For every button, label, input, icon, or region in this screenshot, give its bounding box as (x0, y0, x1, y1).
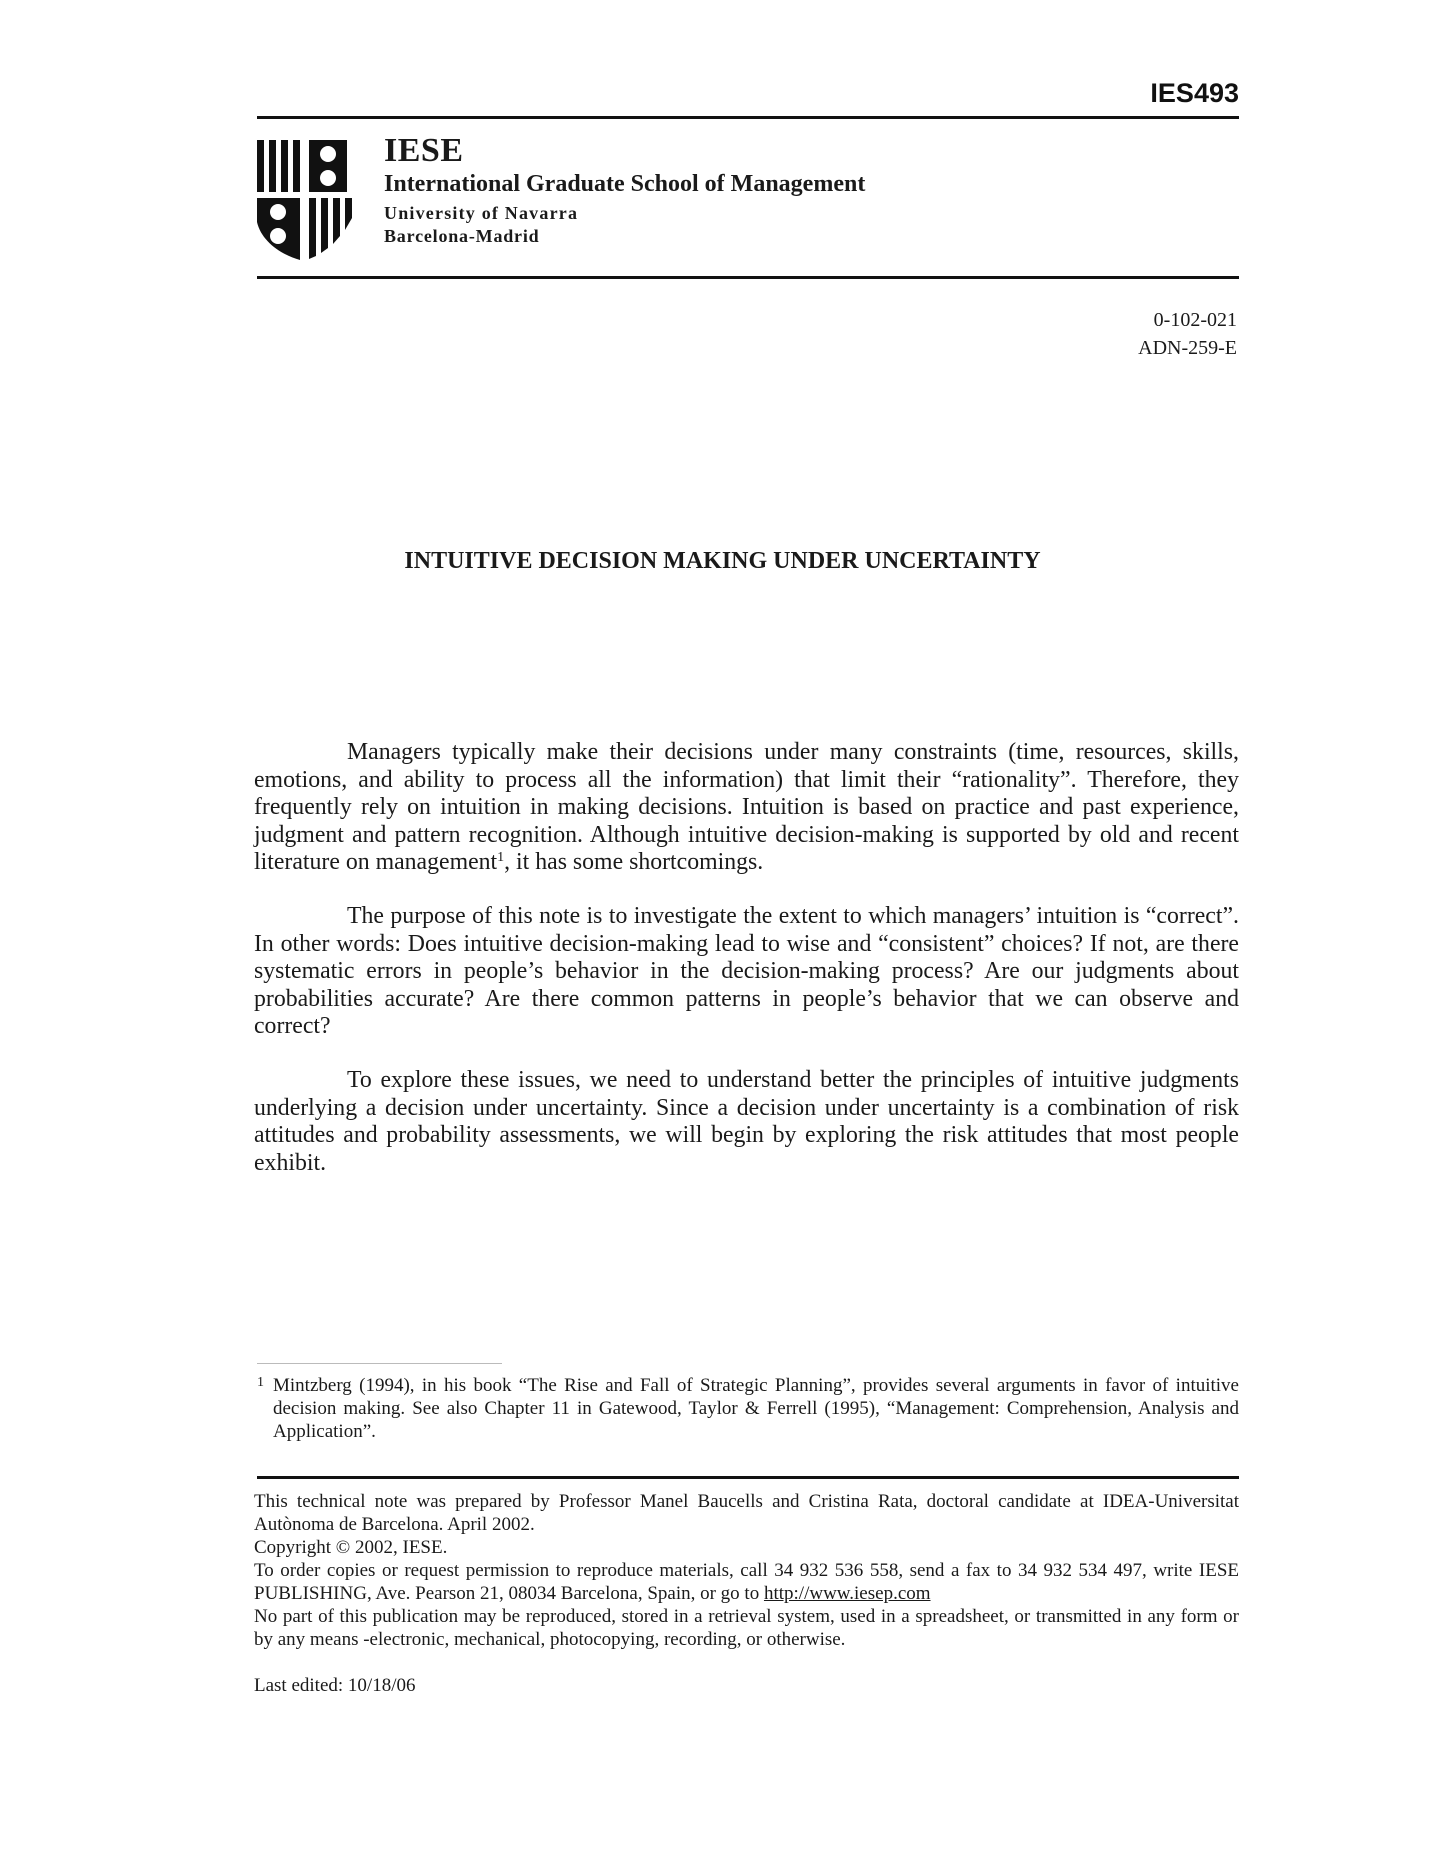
header-top-rule (257, 116, 1239, 119)
iese-shield-logo-icon (257, 138, 357, 260)
body-paragraph-1 (254, 739, 1239, 877)
last-edited: Last edited: 10/18/06 (254, 1675, 416, 1696)
footnote (257, 1374, 1239, 1443)
credits-rights: No part of this publication may be reproduced, stored in a retrieval system, used in a spreadsheet, or transmitted in any form or by any means -electronic, mechanical, photocopying, recording, or otherwise. (254, 1606, 1239, 1650)
credits-order-text: To order copies or request permission to reproduce materials, call 34 932 536 558, send a fax to 34 932 534 497, write IESE PUBLISHING, Ave. Pearson 21, 08034 Barcelona, Spain, or go to (254, 1560, 1239, 1604)
document-code: IES493 (1150, 78, 1239, 108)
reference-codes (1138, 306, 1237, 362)
document-title: INTUITIVE DECISION MAKING UNDER UNCERTAINTY (404, 548, 1041, 574)
credits-block (254, 1490, 1239, 1651)
reference-number: 0-102-021 (1153, 309, 1237, 331)
paragraph-1-text: Managers typically make their decisions under many constraints (time, resources, skills, emotions, and ability to process all the information) that limit their “rationality”. Therefore, they frequently rely on intuition in making decisions. Intuition is based on practice and past experience, judgment and pattern recognition. Although intuitive decision-making is supported by old and recent literature on management (254, 739, 1239, 876)
footnote-text: Mintzberg (1994), in his book “The Rise and Fall of Strategic Planning”, provides several arguments in favor of intuitive decision making. See also Chapter 11 in Gatewood, Taylor & Ferrell (1995), “Management: Comprehension, Analysis and Application”. (273, 1375, 1239, 1442)
header-bottom-rule (257, 276, 1239, 279)
credits-prepared: This technical note was prepared by Professor Manel Baucells and Cristina Rata, doctoral candidate at IDEA-Universitat Autònoma de Barcelona. April 2002. (254, 1491, 1239, 1535)
credits-rule (257, 1476, 1239, 1479)
institution-university: University of Navarra (384, 203, 579, 223)
credits-copyright: Copyright © 2002, IESE. (254, 1537, 448, 1558)
footnote-reference-1: 1 (497, 850, 505, 866)
body-paragraph-2: The purpose of this note is to investigate the extent to which managers’ intuition is “correct”. In other words: Does intuitive decision-making lead to wise and “consistent” choices? If not, are there systematic errors in people’s behavior in the decision-making process? Are our judgments about probabilities accurate? Are there common patterns in people’s behavior that we can observe and correct? (254, 903, 1239, 1040)
reference-code: ADN-259-E (1138, 337, 1237, 359)
institution-full-name: International Graduate School of Management (384, 171, 866, 197)
institution-city: Barcelona-Madrid (384, 226, 540, 246)
paragraph-1-text-end: , it has some shortcomings. (504, 849, 764, 876)
credits-order (254, 1559, 1239, 1605)
footnote-mark: 1 (257, 1375, 264, 1390)
institution-name: IESE (384, 132, 464, 169)
footnote-separator (257, 1363, 502, 1364)
iesep-link[interactable]: http://www.iesep.com (763, 1583, 931, 1604)
body-paragraph-3: To explore these issues, we need to understand better the principles of intuitive judgments underlying a decision under uncertainty. Since a decision under uncertainty is a combination of risk attitudes and probability assessments, we will begin by exploring the risk attitudes that most people exhibit. (254, 1067, 1239, 1176)
